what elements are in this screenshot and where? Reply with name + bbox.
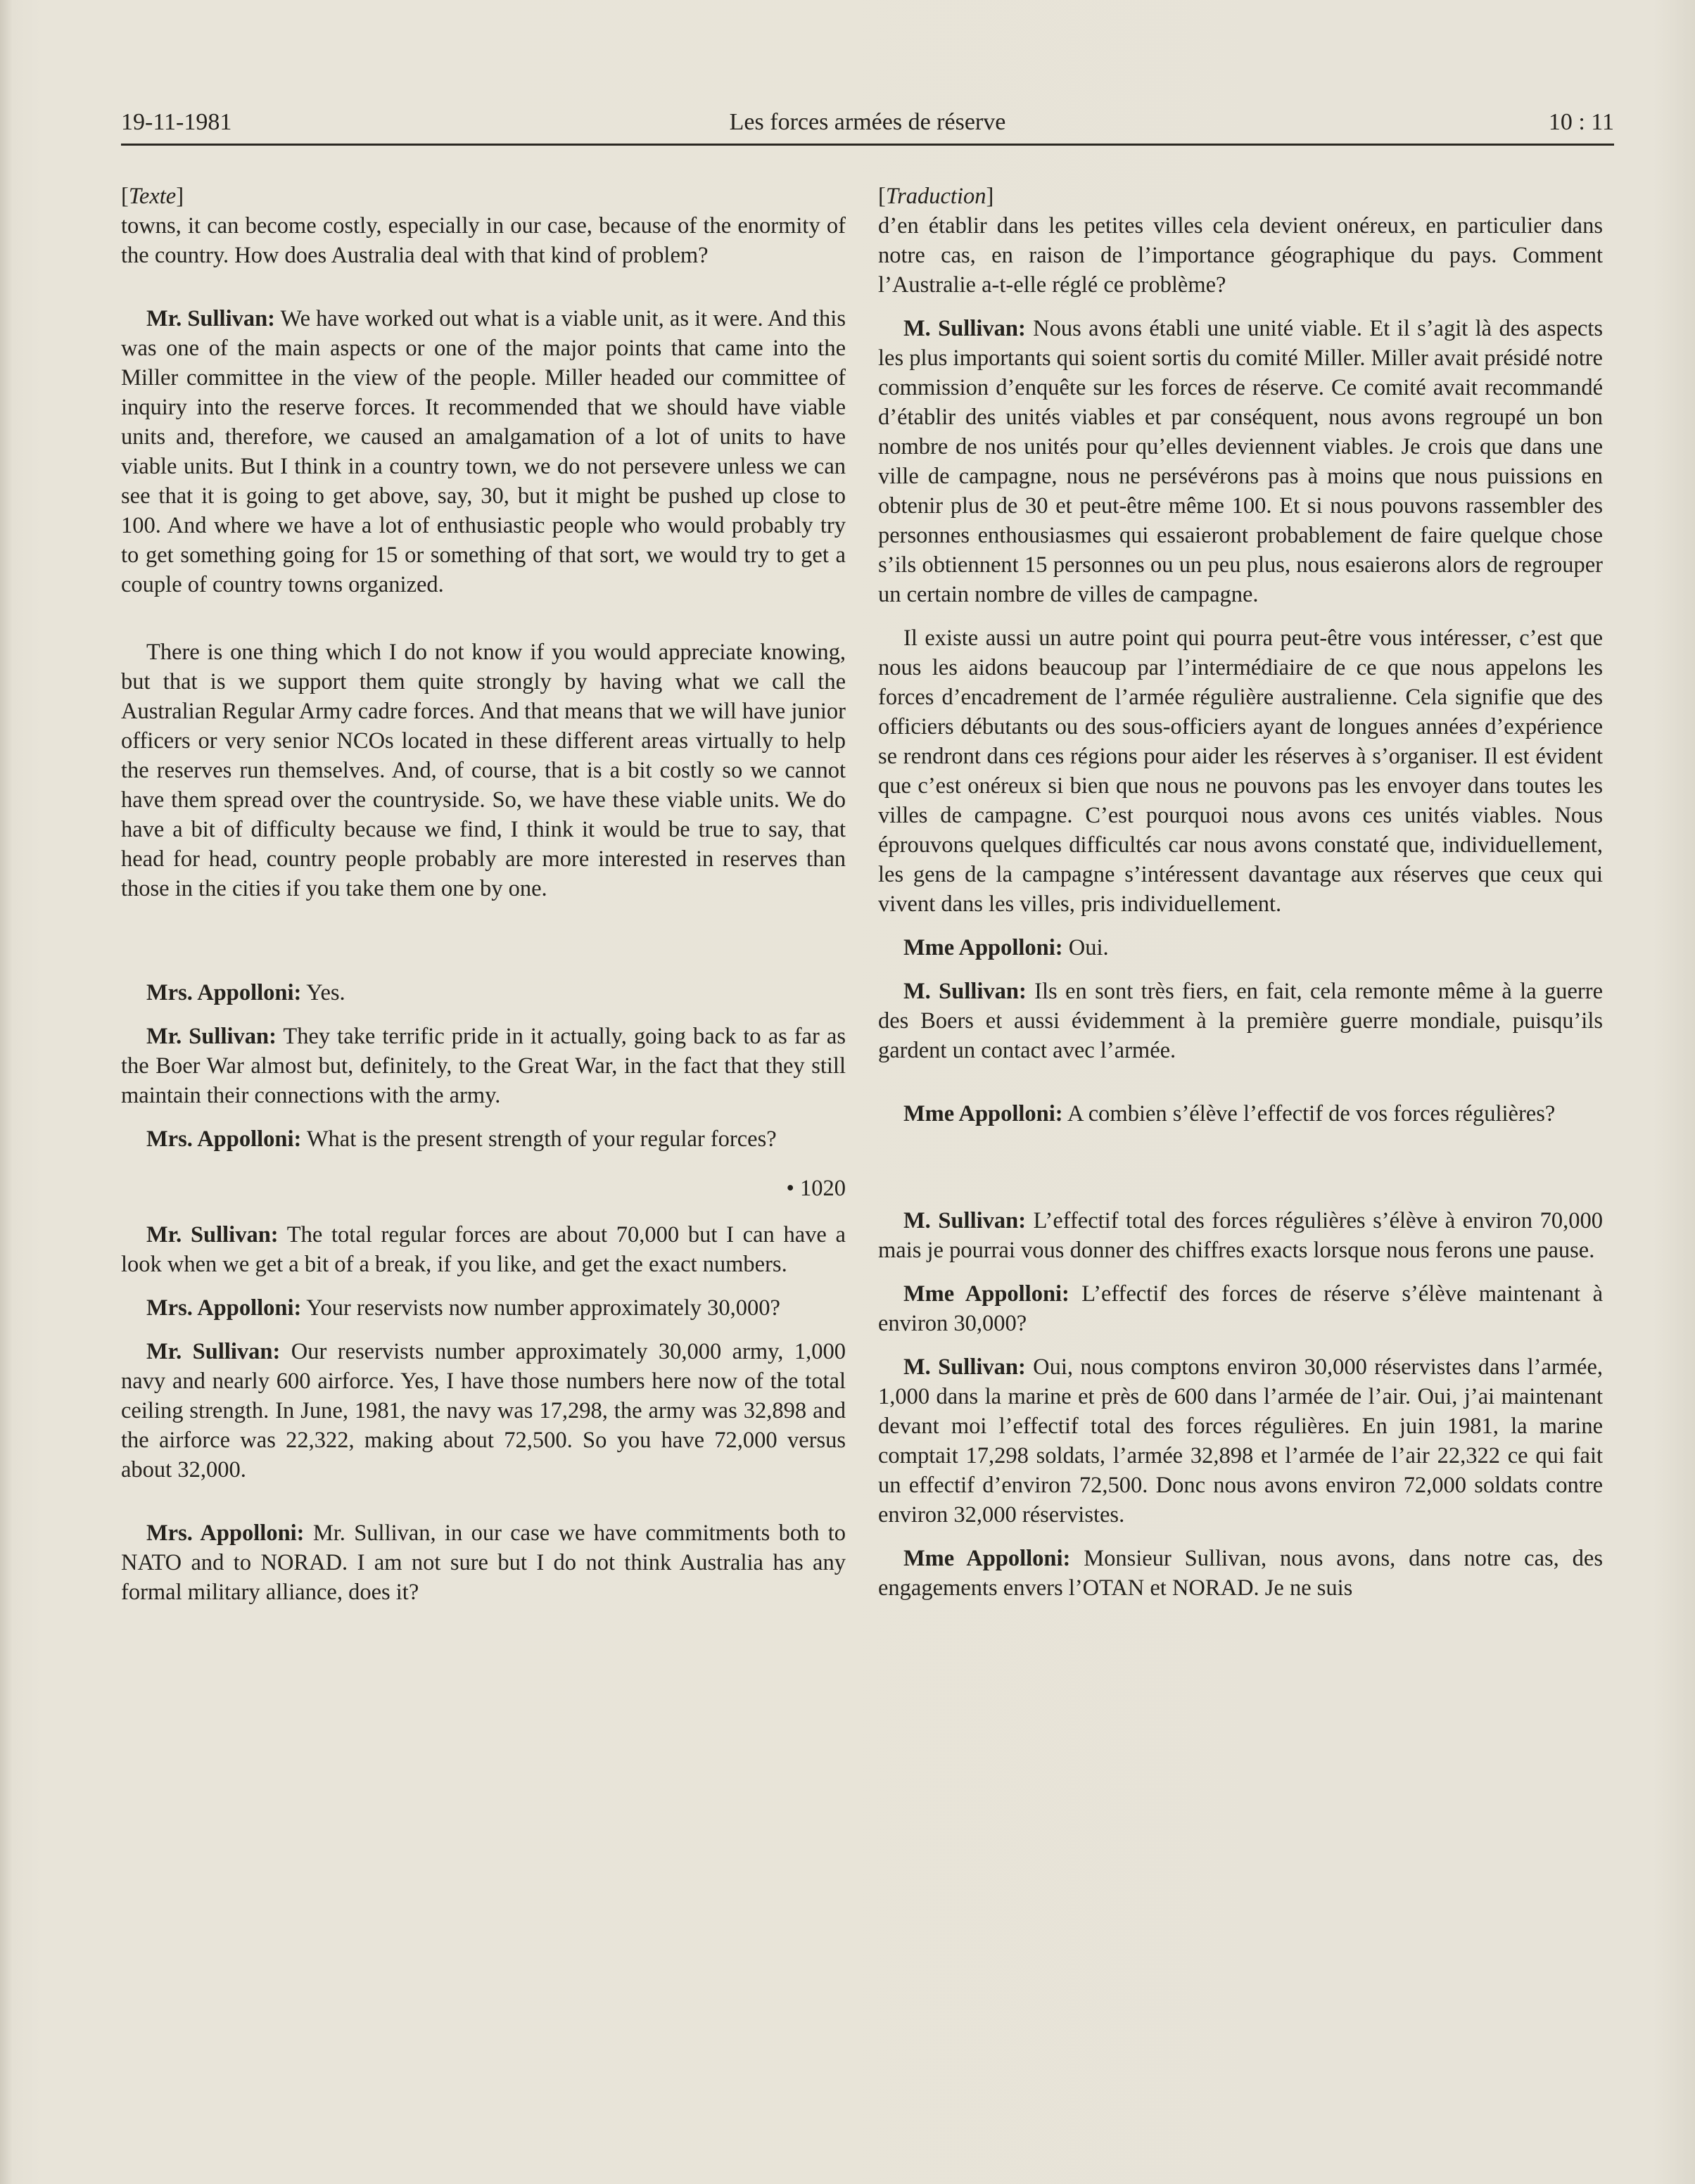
running-header xyxy=(121,109,1614,144)
paragraph: M. Sullivan: Oui, nous comptons environ 30,000 réservistes dans l’armée, 1,000 dans la marine et près de 600 dans l’armée de l’air. Oui, j’ai maintenant devant moi l’effectif total des forces régulières. En juin 1981, la marine comptait 17,298 soldats, l’armée 32,898 et l’armée de l’air 22,322 ce qui fait un effectif d’environ 72,500. Donc nous avons environ 72,000 soldats contre environ 32,000 réservistes. xyxy=(878,1354,1603,1528)
header-date: 19-11-1981 xyxy=(121,109,232,135)
time-marker: • 1020 xyxy=(786,1176,846,1201)
paragraph: Mrs. Appolloni: Mr. Sullivan, in our case we have commitments both to NATO and to NORAD. I am not sure but I do not think Australia has any formal military alliance, does it? xyxy=(121,1520,846,1605)
speaker-name: M. Sullivan: xyxy=(903,1208,1027,1233)
speaker-name: Mme Appolloni: xyxy=(903,1101,1063,1126)
paragraph: Mr. Sullivan: The total regular forces are about 70,000 but I can have a look when we get a bit of a break, if you like, and get the exact numbers. xyxy=(121,1222,846,1277)
header-title: Les forces armées de réserve xyxy=(729,109,1006,135)
speaker-name: Mrs. Appolloni: xyxy=(146,980,302,1005)
paragraph: Mme Appolloni: L’effectif des forces de réserve s’élève maintenant à environ 30,000? xyxy=(878,1281,1603,1336)
speaker-name: Mrs. Appolloni: xyxy=(146,1126,302,1152)
speaker-name: Mme Appolloni: xyxy=(903,1281,1069,1307)
paragraph: M. Sullivan: L’effectif total des forces régulières s’élève à environ 70,000 mais je pourrai vous donner des chiffres exacts lorsque nous ferons une pause. xyxy=(878,1208,1603,1263)
speaker-name: Mr. Sullivan: xyxy=(146,1222,279,1247)
speaker-name: Mrs. Appolloni: xyxy=(146,1295,302,1321)
language-label-french: [Traduction] xyxy=(878,184,994,209)
paragraph: Mrs. Appolloni: Your reservists now number approximately 30,000? xyxy=(146,1295,780,1321)
paragraph: M. Sullivan: Nous avons établi une unité viable. Et il s’agit là des aspects les plus importants qui soient sortis du comité Miller. Miller avait présidé notre commission d’enquête sur les forces de réserve. Ce comité avait recommandé d’établir des unités viables et par conséquent, nous avons regroupé un bon nombre de nos unités pour qu’elles deviennent viables. Je crois que dans une ville de campagne, nous ne persévérons pas à moins que nous puissions en obtenir plus de 30 et peut-être même 100. Et si nous pouvons rassembler des personnes enthousiasmes qui essaieront probablement de faire quelque chose s’ils obtiennent 15 personnes ou un peu plus, nous esaierons alors de regrouper un certain nombre de villes de campagne. xyxy=(878,316,1603,607)
header-page-number: 10 : 11 xyxy=(1548,109,1614,135)
paragraph: Mrs. Appolloni: What is the present strength of your regular forces? xyxy=(146,1126,777,1152)
speaker-name: Mme Appolloni: xyxy=(903,1546,1071,1571)
speaker-name: M. Sullivan: xyxy=(903,979,1027,1004)
paragraph: Mme Appolloni: Oui. xyxy=(903,935,1109,960)
paragraph: Mr. Sullivan: They take terrific pride in it actually, going back to as far as the Boer War almost but, definitely, to the Great War, in the fact that they still maintain their connections with the army. xyxy=(121,1024,846,1108)
paragraph: Mme Appolloni: Monsieur Sullivan, nous avons, dans notre cas, des engagements envers l’OTAN et NORAD. Je ne suis xyxy=(878,1546,1603,1601)
speaker-name: Mme Appolloni: xyxy=(903,935,1063,960)
speaker-name: Mr. Sullivan: xyxy=(146,306,276,331)
speaker-name: Mrs. Appolloni: xyxy=(146,1520,305,1546)
paragraph-intro: towns, it can become costly, especially in our case, because of the enormity of the country. How does Australia deal with that kind of problem? xyxy=(121,213,846,268)
speaker-name: Mr. Sullivan: xyxy=(146,1024,277,1049)
paragraph: M. Sullivan: Ils en sont très fiers, en fait, cela remonte même à la guerre des Boers et aussi évidemment à la première guerre mondiale, puisqu’ils gardent un contact avec l’armée. xyxy=(878,979,1604,1063)
paragraph: Mr. Sullivan: We have worked out what is a viable unit, as it were. And this was one of the main aspects or one of the major points that came into the Miller committee in the view of the people. Miller headed our committee of inquiry into the reserve forces. It recommended that we should have viable units and, therefore, we caused an amalgamation of a lot of units to have viable units. But I think in a country town, we do not persevere unless we can see that it is going to get above, say, 30, but it might be pushed up close to 100. And where we have a lot of enthusiastic people who would probably try to get something going for 15 or something of that sort, we would try to get a couple of country towns organized. xyxy=(121,306,846,597)
paragraph: Il existe aussi un autre point qui pourra peut-être vous intéresser, c’est que nous les aidons beaucoup par l’intermédiaire de ce que nous appelons les forces d’encadrement de l’armée régulière australienne. Cela signifie que des officiers débutants ou des sous-officiers ayant de longues années d’expérience se rendront dans ces régions pour aider les réserves à s’organiser. Il est évident que c’est onéreux si bien que nous ne pouvons pas les envoyer dans toutes les villes de campagne. C’est pourquoi nous avons ces unités viables. Nous éprouvons quelques difficultés car nous avons constaté que, individuellement, les gens de la campagne s’intéressent davantage aux réserves que ceux qui vivent dans les villes, pris individuellement. xyxy=(878,626,1603,917)
paragraph-intro: d’en établir dans les petites villes cela devient onéreux, en particulier dans notre cas, en raison de l’importance géographique du pays. Comment l’Australie a-t-elle réglé ce problème? xyxy=(878,213,1603,298)
speaker-name: M. Sullivan: xyxy=(903,316,1026,341)
paragraph: Mr. Sullivan: Our reservists number approximately 30,000 army, 1,000 navy and nearly 600 airforce. Yes, I have those numbers here now of the total ceiling strength. In June, 1981, the navy was 17,298, the army was 32,898 and the airforce was 22,322, making about 72,500. So you have 72,000 versus about 32,000. xyxy=(121,1339,846,1483)
english-column xyxy=(121,182,846,1607)
language-label-english: [Texte] xyxy=(121,184,184,209)
header-rule xyxy=(121,144,1614,146)
speaker-name: Mr. Sullivan: xyxy=(146,1339,281,1364)
speaker-name: M. Sullivan: xyxy=(903,1354,1026,1380)
paragraph: Mrs. Appolloni: Yes. xyxy=(146,980,345,1005)
french-column xyxy=(878,182,1603,1603)
paragraph: There is one thing which I do not know if you would appreciate knowing, but that is we support them quite strongly by having what we call the Australian Regular Army cadre forces. And that means that we will have junior officers or very senior NCOs located in these different areas virtually to help the reserves run themselves. And, of course, that is a bit costly so we cannot have them spread over the countryside. So, we have these viable units. We do have a bit of difficulty because we find, I think it would be true to say, that head for head, country people probably are more interested in reserves than those in the cities if you take them one by one. xyxy=(121,640,846,901)
paragraph: Mme Appolloni: A combien s’élève l’effectif de vos forces régulières? xyxy=(903,1101,1556,1126)
